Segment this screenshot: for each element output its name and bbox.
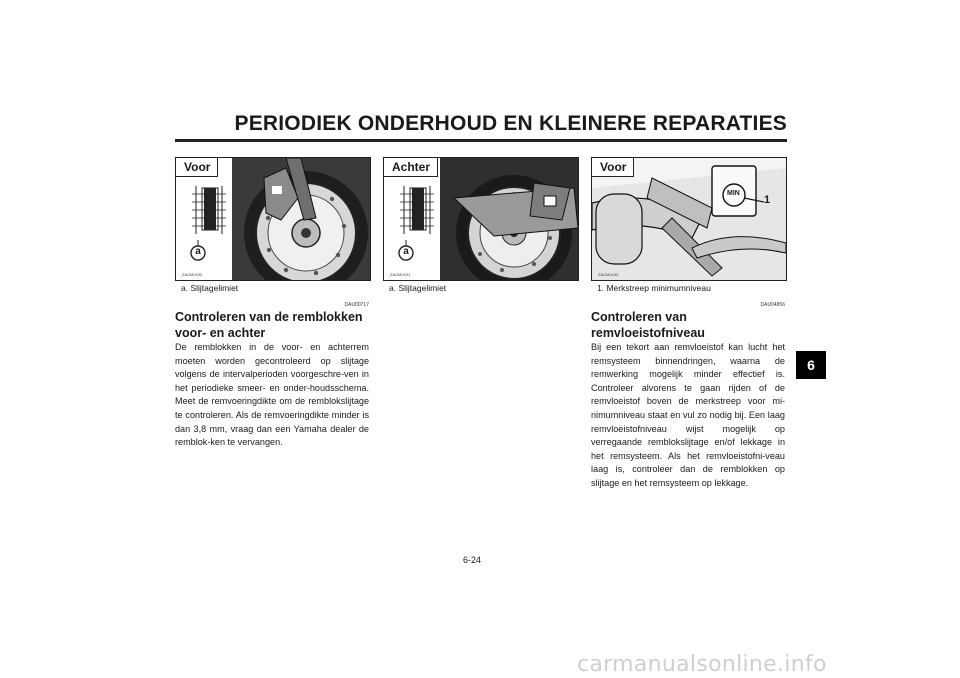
figure-front-brake: [175, 157, 371, 281]
wear-limit-marker: a: [195, 246, 201, 257]
section-code: DAU04856: [760, 302, 785, 308]
figure-code: ZAUM0431: [390, 272, 411, 277]
figure-code: ZAUM0433: [598, 272, 619, 277]
section-title-brake-fluid: Controleren van remvloeistofniveau: [591, 310, 705, 340]
wear-limit-marker: a: [403, 246, 409, 257]
figure-label-voor: Voor: [592, 158, 634, 177]
section-title-brake-pads: Controleren van de remblokken voor- en achter: [175, 310, 363, 340]
section-code: DAU00717: [344, 302, 369, 308]
section-body-brake-pads: De remblokken in de voor- en achterrem moeten worden gecontroleerd op slijtage volgens de intervalperioden voorgeschre-ven in het periodieke smeer- en onder-houdsschema. Meet de remvoeringdikte om de remblokslijtage te controleren. Als de remvoeringdikte minder is dan 3,8 mm, vraag dan een Yamaha dealer de remblok-ken te vervangen.: [175, 342, 369, 448]
figure-label-achter: Achter: [384, 158, 438, 177]
min-level-mark: MIN: [727, 190, 740, 197]
header-rule: [175, 139, 787, 142]
figure-rear-brake: [383, 157, 579, 281]
page-number: 6-24: [463, 555, 482, 565]
figure-brake-fluid-reservoir: [591, 157, 787, 281]
watermark: carmanualsonline.info: [577, 652, 827, 677]
chapter-tab: 6: [796, 351, 826, 379]
figure-caption-front: a. Slijtagelimiet: [181, 283, 239, 293]
section-body-brake-fluid: Bij een tekort aan remvloeistof kan lucht het remsysteem binnendringen, waarna de remwerking mogelijk minder effectief is. Controleer alvorens te gaan rijden of de remvloeistof boven de merkstreep voor mi-nimumniveau staat en vul zo nodig bij. Een laag remvloeistofniveau wijst mogelijk op verregaande remblokslijtage en/of lekkage in het remsysteem. Als het remvloeistofni-veau laag is, controleer dan de remblokken op slijtage en het remsysteem op lekkage.: [591, 342, 785, 488]
figure-caption-reservoir: 1. Merkstreep minimumniveau: [597, 283, 711, 293]
figure-caption-rear: a. Slijtagelimiet: [389, 283, 447, 293]
figure-code: ZAUM0430: [182, 272, 203, 277]
figure-label-voor: Voor: [176, 158, 218, 177]
callout-number: 1: [764, 194, 771, 206]
page-header-title: PERIODIEK ONDERHOUD EN KLEINERE REPARATIES: [234, 112, 787, 135]
